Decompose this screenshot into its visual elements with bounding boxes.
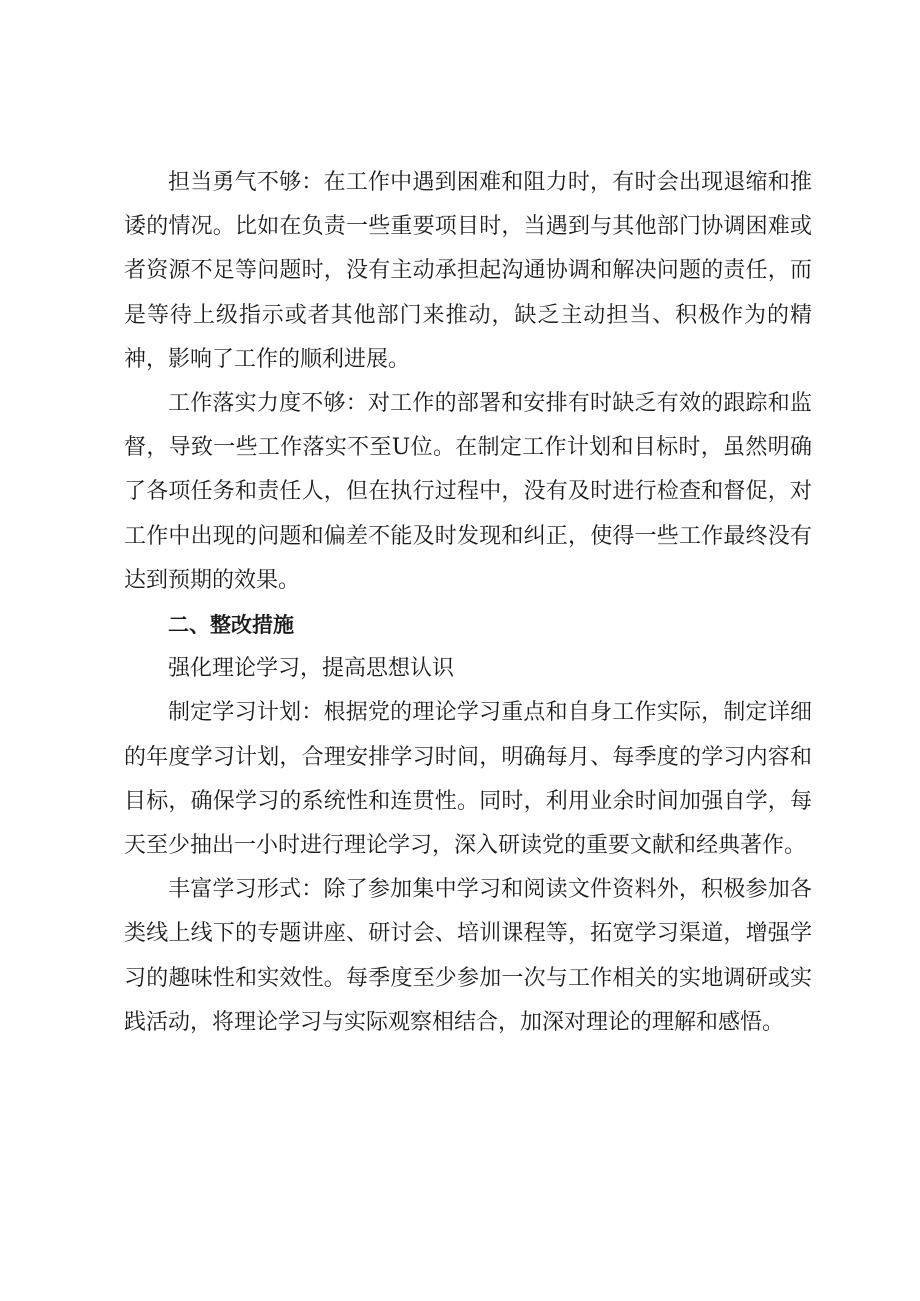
paragraph-study-plan: 制定学习计划：根据党的理论学习重点和自身工作实际，制定详细的年度学习计划，合理安排学习时间，明确每月、每季度的学习内容和目标，确保学习的系统性和连贯性。同时，利用业余时间加强自学，每天至少抽出一小时进行理论学习，深入研读党的重要文献和经典著作。 [124, 700, 812, 859]
paragraph-study-forms: 丰富学习形式：除了参加集中学习和阅读文件资料外，积极参加各类线上线下的专题讲座、研讨会、培训课程等，拓宽学习渠道，增强学习的趣味性和实效性。每季度至少参加一次与工作相关的实地调研或实践活动，将理论学习与实际观察相结合，加深对理论的理解和感悟。 [124, 877, 812, 1035]
paragraph-courage: 担当勇气不够：在工作中遇到困难和阻力时，有时会出现退缩和推诿的情况。比如在负责一些重要项目时，当遇到与其他部门协调困难或者资源不足等问题时，没有主动承担起沟通协调和解决问题的责任，而是等待上级指示或者其他部门来推动，缺乏主动担当、积极作为的精神，影响了工作的顺利进展。 [124, 170, 812, 372]
section-heading: 二、整改措施 [168, 613, 294, 638]
paragraph-implementation: 工作落实力度不够：对工作的部署和安排有时缺乏有效的跟踪和监督，导致一些工作落实不至U位。在制定工作计划和目标时，虽然明确了各项任务和责任人，但在执行过程中，没有及时进行检查和督促，对工作中出现的问题和偏差不能及时发现和纠正，使得一些工作最终没有达到预期的效果。 [124, 391, 812, 593]
subsection-heading: 强化理论学习，提高思想认识 [168, 656, 455, 682]
document-body [124, 161, 812, 1045]
